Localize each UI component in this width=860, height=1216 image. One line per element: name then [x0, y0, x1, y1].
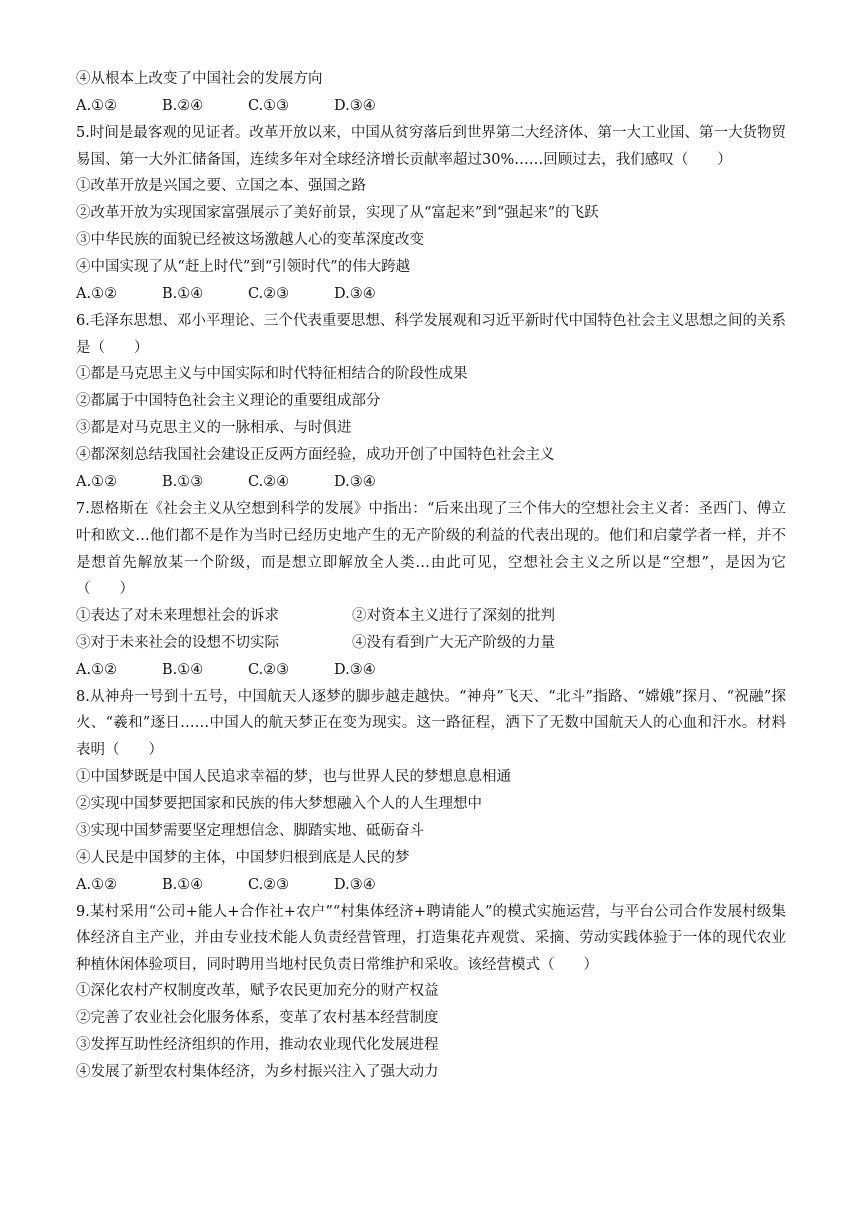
q7-option-2: ②对资本主义进行了深刻的批判 — [352, 607, 555, 624]
q8-choice-d: D.③④ — [334, 876, 376, 893]
q4-choice-b: B.②④ — [162, 98, 204, 114]
q5-choice-b: B.①④ — [162, 286, 204, 303]
document-content — [76, 66, 786, 1086]
q7-options-row-1 — [76, 603, 786, 630]
q5-choice-c: C.②③ — [248, 286, 290, 303]
q7-choice-b: B.①④ — [162, 661, 204, 678]
q6-stem: 6.毛泽东思想、邓小平理论、三个代表重要思想、科学发展观和习近平新时代中国特色社会主义思想之间的关系是（ ） — [76, 313, 786, 356]
q9-option-2: ②完善了农业社会化服务体系，变革了农村基本经营制度 — [76, 1010, 439, 1027]
q5-choices — [76, 281, 786, 308]
q8-option-2: ②实现中国梦要把国家和民族的伟大梦想融入个人的人生理想中 — [76, 795, 482, 812]
q9-option-3: ③发挥互助性经济组织的作用，推动农业现代化发展进程 — [76, 1037, 439, 1054]
q6-choice-c: C.②④ — [248, 474, 290, 491]
q6-choices — [76, 469, 786, 496]
q6-choice-a: A.①② — [76, 474, 118, 491]
q7-option-1: ①表达了对未来理想社会的诉求 — [76, 607, 279, 624]
q6-choice-b: B.①③ — [162, 474, 204, 491]
q8-choice-a: A.①② — [76, 876, 118, 893]
q4-choice-a: A.①② — [76, 98, 118, 114]
q8-choice-c: C.②③ — [248, 876, 290, 893]
q8-option-1: ①中国梦既是中国人民追求幸福的梦，也与世界人民的梦想息息相通 — [76, 768, 511, 785]
q7-choice-d: D.③④ — [334, 661, 376, 678]
q8-choice-b: B.①④ — [162, 876, 204, 893]
q9-stem: 9.某村采用“公司+能人+合作社+农户”“村集体经济+聘请能人”的模式实施运营，与平台公司合作发展村级集体经济自主产业，并由专业技术能人负责经营管理，打造集花卉观赏、采摘、劳动实践体验于一体的现代农业种植休闲体验项目，同时聘用当地村民负责日常维护和采收。该经营模式（ ） — [76, 903, 786, 973]
q7-stem: 7.恩格斯在《社会主义从空想到科学的发展》中指出：“后来出现了三个伟大的空想社会主义者：圣西门、傅立叶和欧文…他们都不是作为当时已经历史地产生的无产阶级的利益的代表出现的。他们和启蒙学者一样，并不是想首先解放某一个阶级，而是想立即解放全人类…由此可见，空想社会主义之所以是“空想”，是因为它（ ） — [76, 501, 786, 598]
q7-choice-c: C.②③ — [248, 661, 290, 678]
q7-options-row-2 — [76, 630, 786, 657]
q4-option-4: ④从根本上改变了中国社会的发展方向 — [76, 71, 323, 87]
q7-choices — [76, 657, 786, 684]
q9-option-1: ①深化农村产权制度改革，赋予农民更加充分的财产权益 — [76, 983, 439, 1000]
q6-option-2: ②都属于中国特色社会主义理论的重要组成部分 — [76, 393, 381, 410]
q6-option-3: ③都是对马克思主义的一脉相承、与时俱进 — [76, 420, 352, 437]
q8-choices — [76, 872, 786, 899]
q8-option-4: ④人民是中国梦的主体，中国梦归根到底是人民的梦 — [76, 849, 410, 866]
q4-choice-c: C.①③ — [248, 98, 290, 114]
q5-option-3: ③中华民族的面貌已经被这场激越人心的变革深度改变 — [76, 232, 424, 249]
q6-choice-d: D.③④ — [334, 474, 376, 491]
q6-option-4: ④都深刻总结我国社会建设正反两方面经验，成功开创了中国特色社会主义 — [76, 447, 555, 464]
q9-option-4: ④发展了新型农村集体经济，为乡村振兴注入了强大动力 — [76, 1064, 439, 1081]
q4-choices — [76, 93, 786, 120]
q8-option-3: ③实现中国梦需要坚定理想信念、脚踏实地、砥砺奋斗 — [76, 822, 424, 839]
q5-option-2: ②改革开放为实现国家富强展示了美好前景，实现了从“富起来”到“强起来”的飞跃 — [76, 205, 599, 222]
q5-option-1: ①改革开放是兴国之要、立国之本、强国之路 — [76, 178, 366, 195]
q7-option-3: ③对于未来社会的设想不切实际 — [76, 634, 279, 651]
q5-option-4: ④中国实现了从“赶上时代”到“引领时代”的伟大跨越 — [76, 259, 411, 276]
q4-choice-d: D.③④ — [334, 98, 376, 114]
q7-option-4: ④没有看到广大无产阶级的力量 — [352, 634, 555, 651]
q5-stem: 5.时间是最客观的见证者。改革开放以来，中国从贫穷落后到世界第二大经济体、第一大工业国、第一大货物贸易国、第一大外汇储备国，连续多年对全球经济增长贡献率超过30%……回顾过去，我们感叹（ ） — [76, 125, 786, 168]
q6-option-1: ①都是马克思主义与中国实际和时代特征相结合的阶段性成果 — [76, 366, 468, 383]
q5-choice-a: A.①② — [76, 286, 118, 303]
q7-choice-a: A.①② — [76, 661, 118, 678]
q8-stem: 8.从神舟一号到十五号，中国航天人逐梦的脚步越走越快。“神舟”飞天、“北斗”指路、“嫦娥”探月、“祝融”探火、“羲和”逐日……中国人的航天梦正在变为现实。这一路征程，洒下了无数中国航天人的心血和汗水。材料表明（ ） — [76, 688, 786, 758]
q5-choice-d: D.③④ — [334, 286, 376, 303]
